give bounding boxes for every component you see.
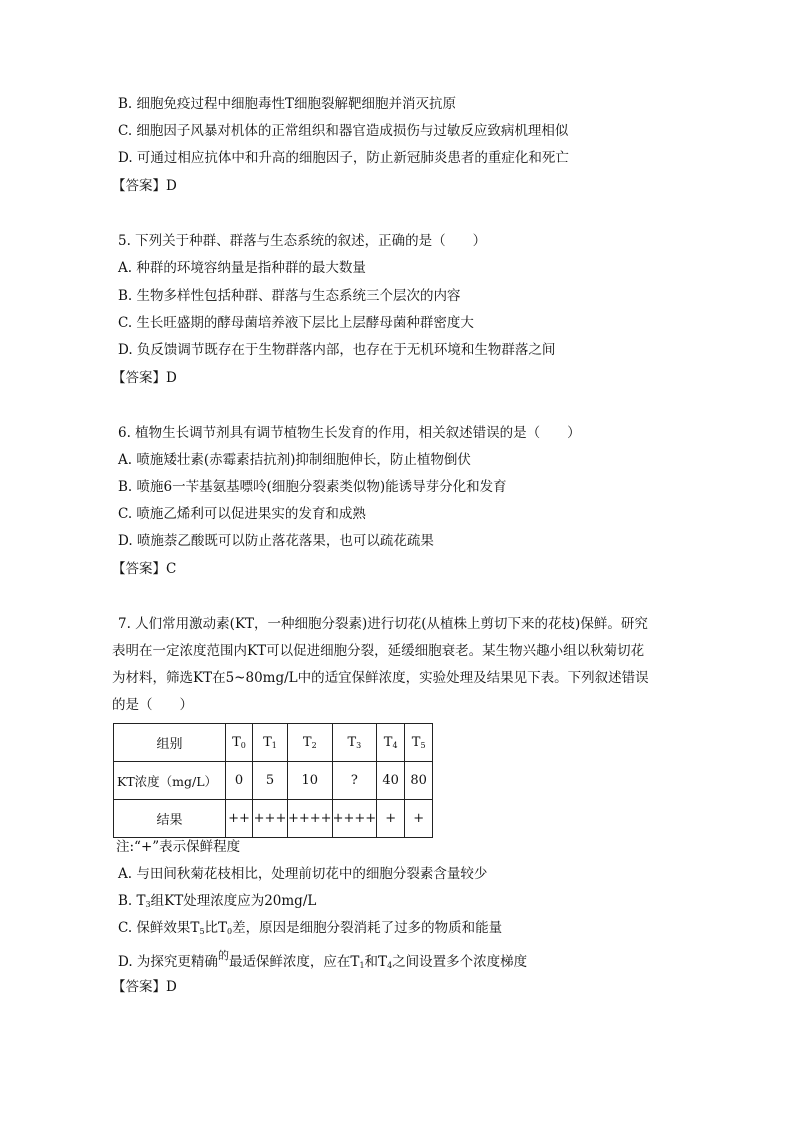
table-cell: ? [332, 762, 377, 800]
table-cell: $T_4$ [377, 724, 405, 762]
q4-option-d: D. 可通过相应抗体中和升高的细胞因子，防止新冠肺炎患者的重症化和死亡 [118, 150, 569, 166]
table-cell: +++ [253, 800, 288, 838]
table-cell: ++ [226, 800, 253, 838]
table-cell: $T_5$ [405, 724, 433, 762]
row-header: 结果 [114, 800, 226, 838]
q5-answer: 【答案】D [112, 370, 177, 386]
q7-answer: 【答案】D [112, 979, 177, 995]
table-row-result [114, 800, 433, 838]
q4-option-c: C. 细胞因子风暴对机体的正常组织和器官造成损伤与过敏反应致病机理相似 [118, 123, 569, 139]
q7-option-c: C. 保鲜效果$T_5$比$T_0$差，原因是细胞分裂消耗了过多的物质和能量 [118, 920, 503, 936]
q7-stem-line: 的是（ ） [112, 697, 193, 713]
q6-option-a: A. 喷施矮壮素(赤霉素拮抗剂)抑制细胞伸长，防止植物倒伏 [118, 452, 471, 468]
table-row-group [114, 724, 433, 762]
kt-table [113, 723, 433, 838]
table-cell: $T_0$ [226, 724, 253, 762]
q7-stem-line: 表明在一定浓度范围内KT可以促进细胞分裂，延缓细胞衰老。某生物兴趣小组以秋菊切花 [112, 643, 645, 659]
q7-option-b: B. $T_3$组KT处理浓度应为20mg/L [118, 893, 317, 909]
q5-stem: 5. 下列关于种群、群落与生态系统的叙述，正确的是（ ） [118, 233, 487, 249]
q7-stem-line: 7. 人们常用激动素(KT，一种细胞分裂素)进行切花(从植株上剪切下来的花枝)保鲜。研究 [118, 616, 648, 632]
q6-option-b: B. 喷施6一苄基氨基嘌呤(细胞分裂素类似物)能诱导芽分化和发育 [118, 479, 507, 495]
q7-option-a: A. 与田间秋菊花枝相比，处理前切花中的细胞分裂素含量较少 [118, 866, 488, 882]
q5-option-a: A. 种群的环境容纳量是指种群的最大数量 [118, 260, 366, 276]
q6-answer: 【答案】C [112, 561, 177, 577]
q6-option-d: D. 喷施萘乙酸既可以防止落花落果，也可以疏花疏果 [118, 533, 434, 549]
table-cell: 80 [405, 762, 433, 800]
q5-option-c: C. 生长旺盛期的酵母菌培养液下层比上层酵母菌种群密度大 [118, 315, 474, 331]
table-row-concentration [114, 762, 433, 800]
q4-option-b: B. 细胞免疫过程中细胞毒性T细胞裂解靶细胞并消灭抗原 [118, 96, 457, 112]
q5-option-d: D. 负反馈调节既存在于生物群落内部，也存在于无机环境和生物群落之间 [118, 342, 556, 358]
q6-stem: 6. 植物生长调节剂具有调节植物生长发育的作用，相关叙述错误的是（ ） [118, 425, 581, 441]
table-cell: 40 [377, 762, 405, 800]
table-cell: ++++ [332, 800, 377, 838]
row-header: 组别 [114, 724, 226, 762]
table-cell: + [377, 800, 405, 838]
table-cell: ++++ [288, 800, 333, 838]
table-cell: 10 [288, 762, 333, 800]
table-note: 注:“+”表示保鲜程度 [116, 839, 241, 855]
table-cell: 5 [253, 762, 288, 800]
table-cell: $T_3$ [332, 724, 377, 762]
q7-stem-line: 为材料，筛选KT在5~80mg/L中的适宜保鲜浓度，实验处理及结果见下表。下列叙述错误 [112, 670, 649, 686]
q5-option-b: B. 生物多样性包括种群、群落与生态系统三个层次的内容 [118, 288, 461, 304]
q7-option-d: D. 为探究更精确$^的$最适保鲜浓度，应在$T_1$和$T_4$之间设置多个浓度梯度 [118, 949, 528, 970]
table-cell: + [405, 800, 433, 838]
table-cell: 0 [226, 762, 253, 800]
q4-answer: 【答案】D [112, 178, 177, 194]
row-header: KT浓度（mg/L） [114, 762, 226, 800]
table-cell: $T_2$ [288, 724, 333, 762]
q6-option-c: C. 喷施乙烯利可以促进果实的发育和成熟 [118, 506, 366, 522]
table-cell: $T_1$ [253, 724, 288, 762]
